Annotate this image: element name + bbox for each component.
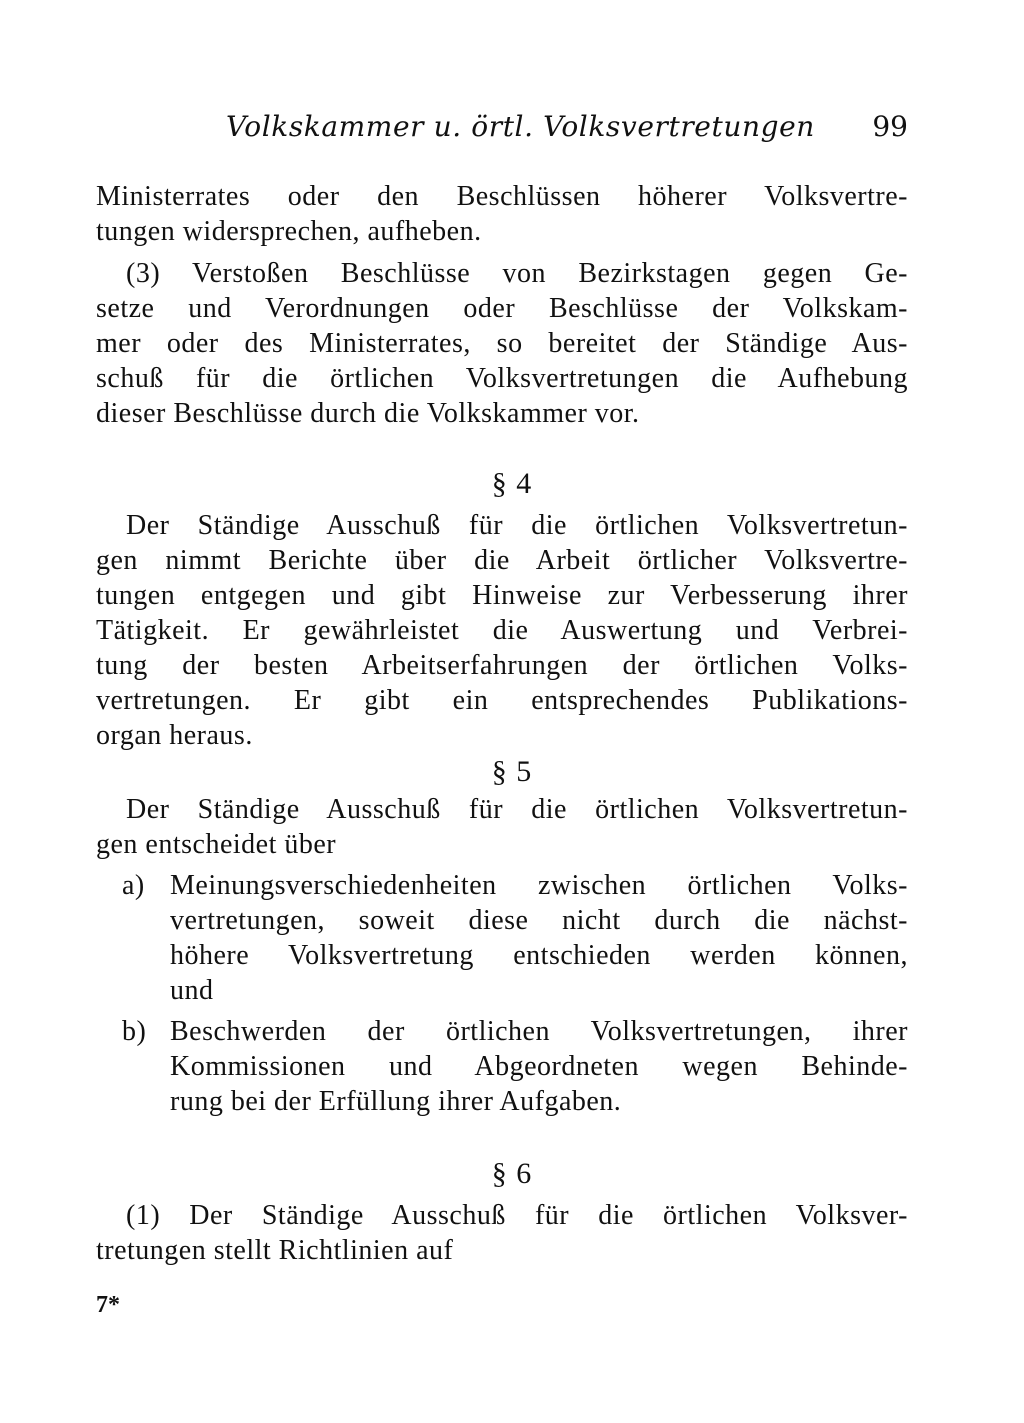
running-header — [226, 107, 908, 151]
text-line: vertretungen, soweit diese nicht durch die nächst- — [170, 905, 908, 936]
text-line: gen entscheidet über — [96, 829, 337, 860]
text-line: gen nimmt Berichte über die Arbeit örtlicher Volksvertre- — [96, 545, 908, 576]
text-line: tretungen stellt Richtlinien auf — [96, 1235, 454, 1266]
text-line: Kommissionen und Abgeordneten wegen Behinde- — [170, 1051, 908, 1082]
text-line: Meinungsverschiedenheiten zwischen örtlichen Volks- — [170, 870, 908, 901]
text-line: setze und Verordnungen oder Beschlüsse der Volkskam- — [96, 293, 908, 324]
paragraph-3 — [96, 256, 908, 431]
text-line: tung der besten Arbeitserfahrungen der örtlichen Volks- — [96, 650, 908, 681]
section-6-heading: § 6 — [491, 1157, 533, 1190]
text-line: tungen widersprechen, aufheben. — [96, 216, 482, 247]
text-line: vertretungen. Er gibt ein entsprechendes Publikations- — [96, 685, 908, 716]
list-marker: b) — [122, 1016, 147, 1047]
text-line: Tätigkeit. Er gewährleistet die Auswertung und Verbrei- — [96, 615, 908, 646]
text-line: schuß für die örtlichen Volksvertretungen die Aufhebung — [96, 363, 908, 394]
page-number: 99 — [872, 110, 908, 143]
text-line: (3) Verstoßen Beschlüsse von Bezirkstagen gegen Ge- — [126, 258, 908, 289]
text-line: Beschwerden der örtlichen Volksvertretungen, ihrer — [170, 1016, 908, 1047]
text-line: rung bei der Erfüllung ihrer Aufgaben. — [170, 1086, 622, 1117]
text-line: Der Ständige Ausschuß für die örtlichen Volksvertretun- — [126, 794, 908, 825]
list-item-a — [122, 868, 908, 1008]
continued-paragraph — [96, 179, 908, 249]
text-line: höhere Volksvertretung entschieden werden können, — [170, 940, 908, 971]
text-line: organ heraus. — [96, 720, 253, 751]
signature-mark: 7* — [96, 1292, 120, 1318]
list-item-text — [170, 868, 908, 1008]
text-line: und — [170, 975, 214, 1006]
running-title: Volkskammer u. örtl. Volksvertretungen — [226, 110, 815, 143]
text-line: Ministerrates oder den Beschlüssen höherer Volksvertre- — [96, 181, 908, 212]
list-item-b — [122, 1014, 908, 1119]
text-line: Der Ständige Ausschuß für die örtlichen Volksvertretun- — [126, 510, 908, 541]
list-marker: a) — [122, 870, 145, 901]
list-item-text — [170, 1014, 908, 1119]
text-line: dieser Beschlüsse durch die Volkskammer vor. — [96, 398, 640, 429]
text-line: (1) Der Ständige Ausschuß für die örtlichen Volksver- — [126, 1200, 908, 1231]
section-6-paragraph — [96, 1198, 908, 1268]
text-line: tungen entgegen und gibt Hinweise zur Verbesserung ihrer — [96, 580, 908, 611]
section-4-heading: § 4 — [491, 467, 533, 500]
section-5-intro — [96, 792, 908, 862]
text-line: mer oder des Ministerrates, so bereitet der Ständige Aus- — [96, 328, 908, 359]
section-4-paragraph — [96, 508, 908, 753]
section-5-heading: § 5 — [491, 755, 533, 788]
